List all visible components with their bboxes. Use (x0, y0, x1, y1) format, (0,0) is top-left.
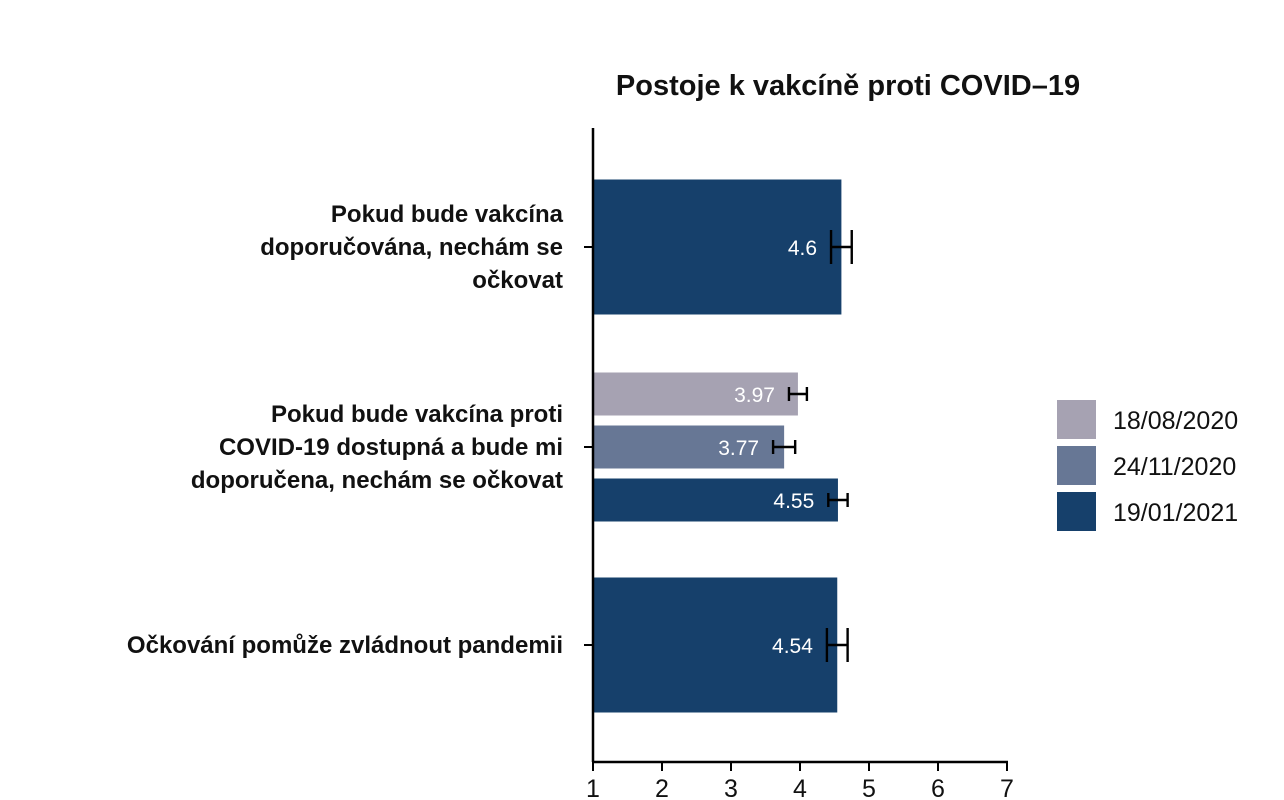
legend (1057, 400, 1238, 531)
x-tick-label: 5 (862, 775, 876, 800)
x-tick-label: 3 (724, 775, 738, 800)
legend-label: 18/08/2020 (1113, 407, 1239, 435)
data-label: 4.54 (772, 635, 813, 658)
x-tick-label: 1 (586, 775, 600, 800)
legend-label: 24/11/2020 (1113, 453, 1237, 481)
data-label: 3.77 (718, 437, 760, 460)
legend-entry (1057, 446, 1236, 485)
category-label-line: Pokud bude vakcína (330, 201, 563, 228)
legend-swatch (1057, 492, 1096, 531)
x-tick-label: 6 (931, 775, 945, 800)
category-label-line: doporučena, nechám se očkovat (190, 467, 563, 494)
legend-label: 19/01/2021 (1113, 499, 1239, 527)
legend-swatch (1057, 400, 1096, 439)
category-label (127, 632, 563, 659)
x-tick-label: 4 (793, 775, 807, 800)
chart-title: Postoje k vakcíně proti COVID–19 (615, 70, 1081, 102)
data-label: 4.6 (787, 237, 818, 260)
data-label: 3.97 (734, 384, 775, 407)
category-label-line: Očkování pomůže zvládnout pandemii (126, 632, 563, 659)
legend-swatch (1057, 446, 1096, 485)
category-label (260, 201, 563, 294)
x-tick-label: 7 (1000, 775, 1014, 800)
legend-entry (1057, 400, 1238, 439)
category-label-line: doporučována, nechám se (260, 234, 563, 261)
x-tick-label: 2 (655, 775, 669, 800)
category-label (191, 401, 563, 494)
data-label: 4.55 (773, 490, 815, 513)
category-labels (127, 201, 564, 659)
category-label-line: COVID-19 dostupná a bude mi (218, 434, 563, 461)
legend-entry (1057, 492, 1238, 531)
bars-layer (593, 180, 852, 713)
category-label-line: Pokud bude vakcína proti (270, 401, 563, 428)
category-label-line: očkovat (472, 267, 563, 294)
